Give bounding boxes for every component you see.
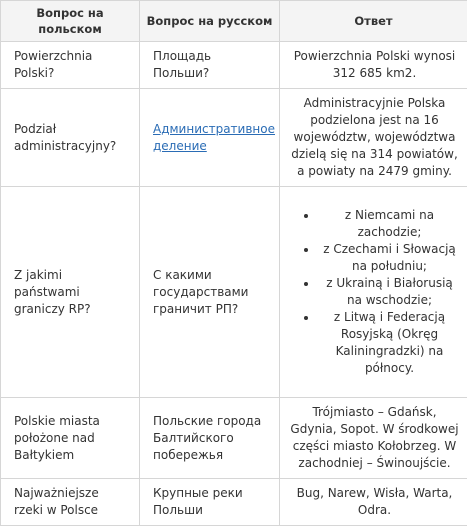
header-answer: Ответ (280, 1, 467, 42)
answer-cell: Powierzchnia Polski wynosi 312 685 km2. (280, 42, 467, 89)
header-russian-question: Вопрос на русском (140, 1, 280, 42)
header-row (1, 1, 467, 42)
polish-question-cell: Najważniejsze rzeki w Polsce (1, 479, 140, 526)
answer-cell: Trójmiasto – Gdańsk, Gdynia, Sopot. W środkowej części miasto Kołobrzeg. W zachodniej – Świnoujście. (280, 398, 467, 479)
polish-question-cell: Podział administracyjny? (1, 89, 140, 187)
administrative-division-link[interactable]: Административное деление (153, 122, 275, 153)
table-row (1, 89, 467, 187)
list-item: • z Niemcami na zachodzie; (318, 207, 461, 241)
russian-question-cell: Польские города Балтийского побережья (140, 398, 280, 479)
polish-question-cell: Z jakimi państwami graniczy RP? (1, 187, 140, 398)
list-item: • z Ukrainą i Białorusią na wschodzie; (318, 275, 461, 309)
table-row (1, 187, 467, 398)
header-polish-question: Вопрос на польском (1, 1, 140, 42)
borders-list (288, 207, 461, 377)
answer-cell: Administracyjnie Polska podzielona jest na 16 województw, województwa dzielą się na 314 powiatów, a powiaty na 2479 gminy. (280, 89, 467, 187)
russian-question-cell: Крупные реки Польши (140, 479, 280, 526)
table-row (1, 398, 467, 479)
table-row (1, 42, 467, 89)
answer-cell (280, 187, 467, 398)
russian-question-cell: С какими государствами граничит РП? (140, 187, 280, 398)
russian-question-cell (140, 89, 280, 187)
polish-question-cell: Powierzchnia Polski? (1, 42, 140, 89)
answer-cell: Bug, Narew, Wisła, Warta, Odra. (280, 479, 467, 526)
russian-question-cell: Площадь Польши? (140, 42, 280, 89)
table-row (1, 479, 467, 526)
list-item: • z Litwą i Federacją Rosyjską (Okręg Kaliningradzki) na północy. (318, 309, 461, 377)
polish-question-cell: Polskie miasta położone nad Bałtykiem (1, 398, 140, 479)
list-item: • z Czechami i Słowacją na południu; (318, 241, 461, 275)
